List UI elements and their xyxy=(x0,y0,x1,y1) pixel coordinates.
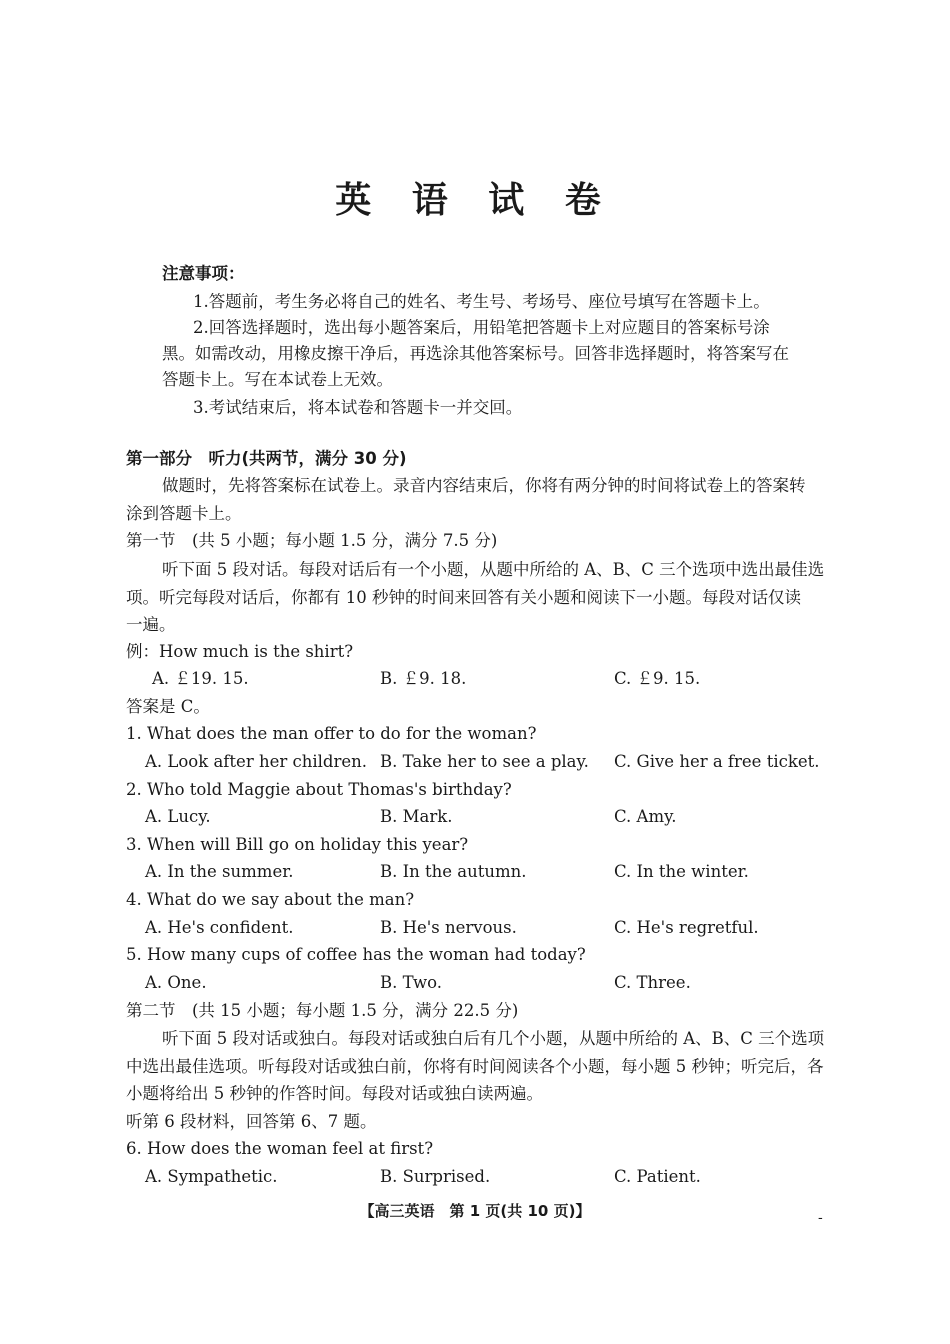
question-4: 4. What do we say about the man? xyxy=(126,890,415,909)
notice-item: 1.答题前，考生务必将自己的姓名、考生号、考场号、座位号填写在答题卡上。 xyxy=(193,292,770,311)
notice-item: 黑。如需改动，用橡皮擦干净后，再选涂其他答案标号。回答非选择题时，将答案写在 xyxy=(162,344,789,363)
section1-intro: 听下面 5 段对话。每段对话后有一个小题，从题中所给的 A、B、C 三个选项中选出最佳选 xyxy=(162,560,825,579)
footer-dash: - xyxy=(818,1210,823,1226)
part1-intro: 做题时，先将答案标在试卷上。录音内容结束后，你将有两分钟的时间将试卷上的答案转 xyxy=(162,476,806,495)
example-question: 例：How much is the shirt? xyxy=(126,642,354,661)
example-answer: 答案是 C。 xyxy=(126,697,210,716)
option-c: C. Patient. xyxy=(614,1167,701,1186)
section1-intro: 一遍。 xyxy=(126,615,176,634)
option-c: C. ￡9. 15. xyxy=(614,669,701,688)
option-a: A. One. xyxy=(145,973,207,992)
material-instruction: 听第 6 段材料，回答第 6、7 题。 xyxy=(126,1112,377,1131)
option-c: C. He's regretful. xyxy=(614,918,759,937)
option-c: C. Three. xyxy=(614,973,691,992)
section2-heading: 第二节 (共 15 小题；每小题 1.5 分，满分 22.5 分) xyxy=(126,1001,519,1020)
section1-heading: 第一节 (共 5 小题；每小题 1.5 分，满分 7.5 分) xyxy=(126,531,498,550)
option-a: A. Sympathetic. xyxy=(145,1167,278,1186)
question-3: 3. When will Bill go on holiday this year? xyxy=(126,835,469,854)
option-b: B. Mark. xyxy=(380,807,453,826)
option-b: B. He's nervous. xyxy=(380,918,517,937)
option-b: B. Two. xyxy=(380,973,443,992)
option-b: B. ￡9. 18. xyxy=(380,669,467,688)
part1-intro: 涂到答题卡上。 xyxy=(126,504,242,523)
notice-item: 答题卡上。写在本试卷上无效。 xyxy=(162,370,393,389)
notice-item: 2.回答选择题时，选出每小题答案后，用铅笔把答题卡上对应题目的答案标号涂 xyxy=(193,318,770,337)
option-c: C. Amy. xyxy=(614,807,677,826)
question-5: 5. How many cups of coffee has the woman had today? xyxy=(126,945,586,964)
question-6: 6. How does the woman feel at first? xyxy=(126,1139,434,1158)
option-a: A. Look after her children. xyxy=(145,752,367,771)
option-b: B. Surprised. xyxy=(380,1167,491,1186)
option-a: A. Lucy. xyxy=(145,807,211,826)
notice-heading: 注意事项： xyxy=(162,264,245,283)
option-c: C. Give her a free ticket. xyxy=(614,752,820,771)
page-title: 英 语 试 卷 xyxy=(335,180,615,221)
notice-item: 3.考试结束后，将本试卷和答题卡一并交回。 xyxy=(193,398,523,417)
section2-intro: 小题将给出 5 秒钟的作答时间。每段对话或独白读两遍。 xyxy=(126,1084,543,1103)
page-footer: 【高三英语 第 1 页(共 10 页)】 xyxy=(359,1202,591,1220)
section2-intro: 听下面 5 段对话或独白。每段对话或独白后有几个小题，从题中所给的 A、B、C 三个选项 xyxy=(162,1029,825,1048)
option-a: A. In the summer. xyxy=(145,862,294,881)
option-c: C. In the winter. xyxy=(614,862,749,881)
section1-intro: 项。听完每段对话后，你都有 10 秒钟的时间来回答有关小题和阅读下一小题。每段对话仅读 xyxy=(126,588,801,607)
part1-heading: 第一部分 听力(共两节，满分 30 分) xyxy=(126,449,407,468)
question-2: 2. Who told Maggie about Thomas's birthday? xyxy=(126,780,512,799)
option-a: A. ￡19. 15. xyxy=(152,669,249,688)
option-b: B. In the autumn. xyxy=(380,862,527,881)
option-b: B. Take her to see a play. xyxy=(380,752,589,771)
question-1: 1. What does the man offer to do for the woman? xyxy=(126,724,537,743)
option-a: A. He's confident. xyxy=(145,918,294,937)
section2-intro: 中选出最佳选项。听每段对话或独白前，你将有时间阅读各个小题，每小题 5 秒钟；听完后，各 xyxy=(126,1057,824,1076)
